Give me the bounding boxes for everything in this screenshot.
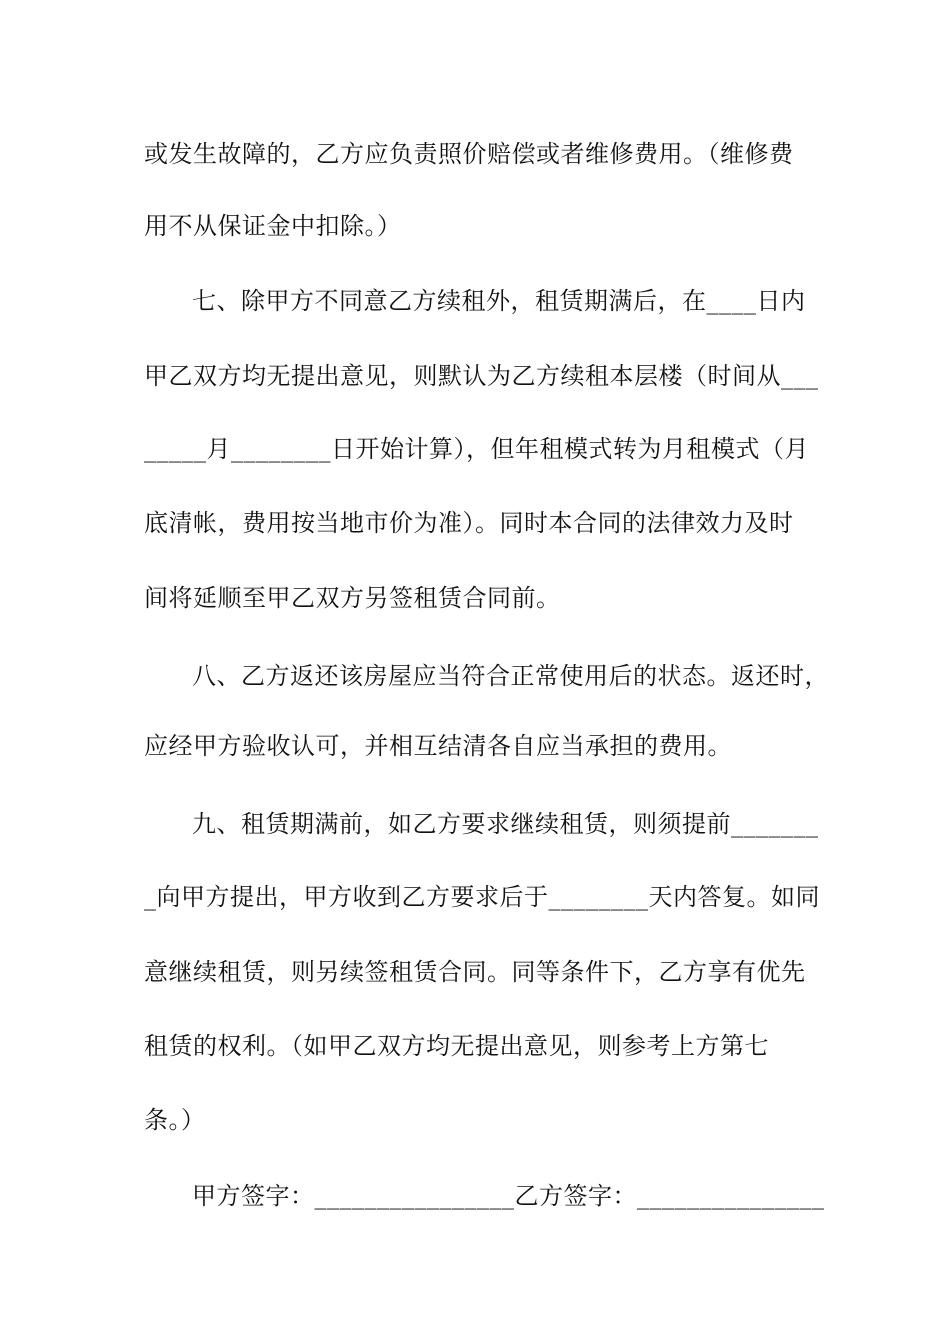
clause-9-start: 九、租赁期满前，如乙方要求继续租赁，则须提前_______ xyxy=(192,810,819,838)
text-line: 应经甲方验收认可，并相互结清各自应当承担的费用。 xyxy=(144,732,732,760)
text-line: 底清帐，费用按当地市价为准）。同时本合同的法律效力及时 xyxy=(144,509,794,537)
text-line: 间将延顺至甲乙双方另签租赁合同前。 xyxy=(144,584,561,612)
text-line: 用不从保证金中扣除。） xyxy=(144,212,402,240)
text-line: _向甲方提出，甲方收到乙方要求后于________天内答复。如同 xyxy=(144,883,820,911)
text-line: 租赁的权利。（如甲乙双方均无提出意见，则参考上方第七 xyxy=(144,1032,769,1060)
text-line: 或发生故障的，乙方应负责照价赔偿或者维修费用。（维修费 xyxy=(144,140,794,168)
text-line: 甲乙双方均无提出意见，则默认为乙方续租本层楼（时间从___ xyxy=(144,362,819,390)
signature-line: 甲方签字：________________乙方签字：_______________ xyxy=(192,1182,825,1210)
text-line: 意继续租赁，则另续签租赁合同。同等条件下，乙方享有优先 xyxy=(144,958,806,986)
text-line: 条。） xyxy=(144,1106,206,1134)
text-line: _____月________日开始计算），但年租模式转为月租模式（月 xyxy=(144,435,809,463)
clause-7-start: 七、除甲方不同意乙方续租外，租赁期满后，在____日内 xyxy=(192,287,806,315)
clause-8-start: 八、乙方返还该房屋应当符合正常使用后的状态。返还时， xyxy=(192,662,829,690)
